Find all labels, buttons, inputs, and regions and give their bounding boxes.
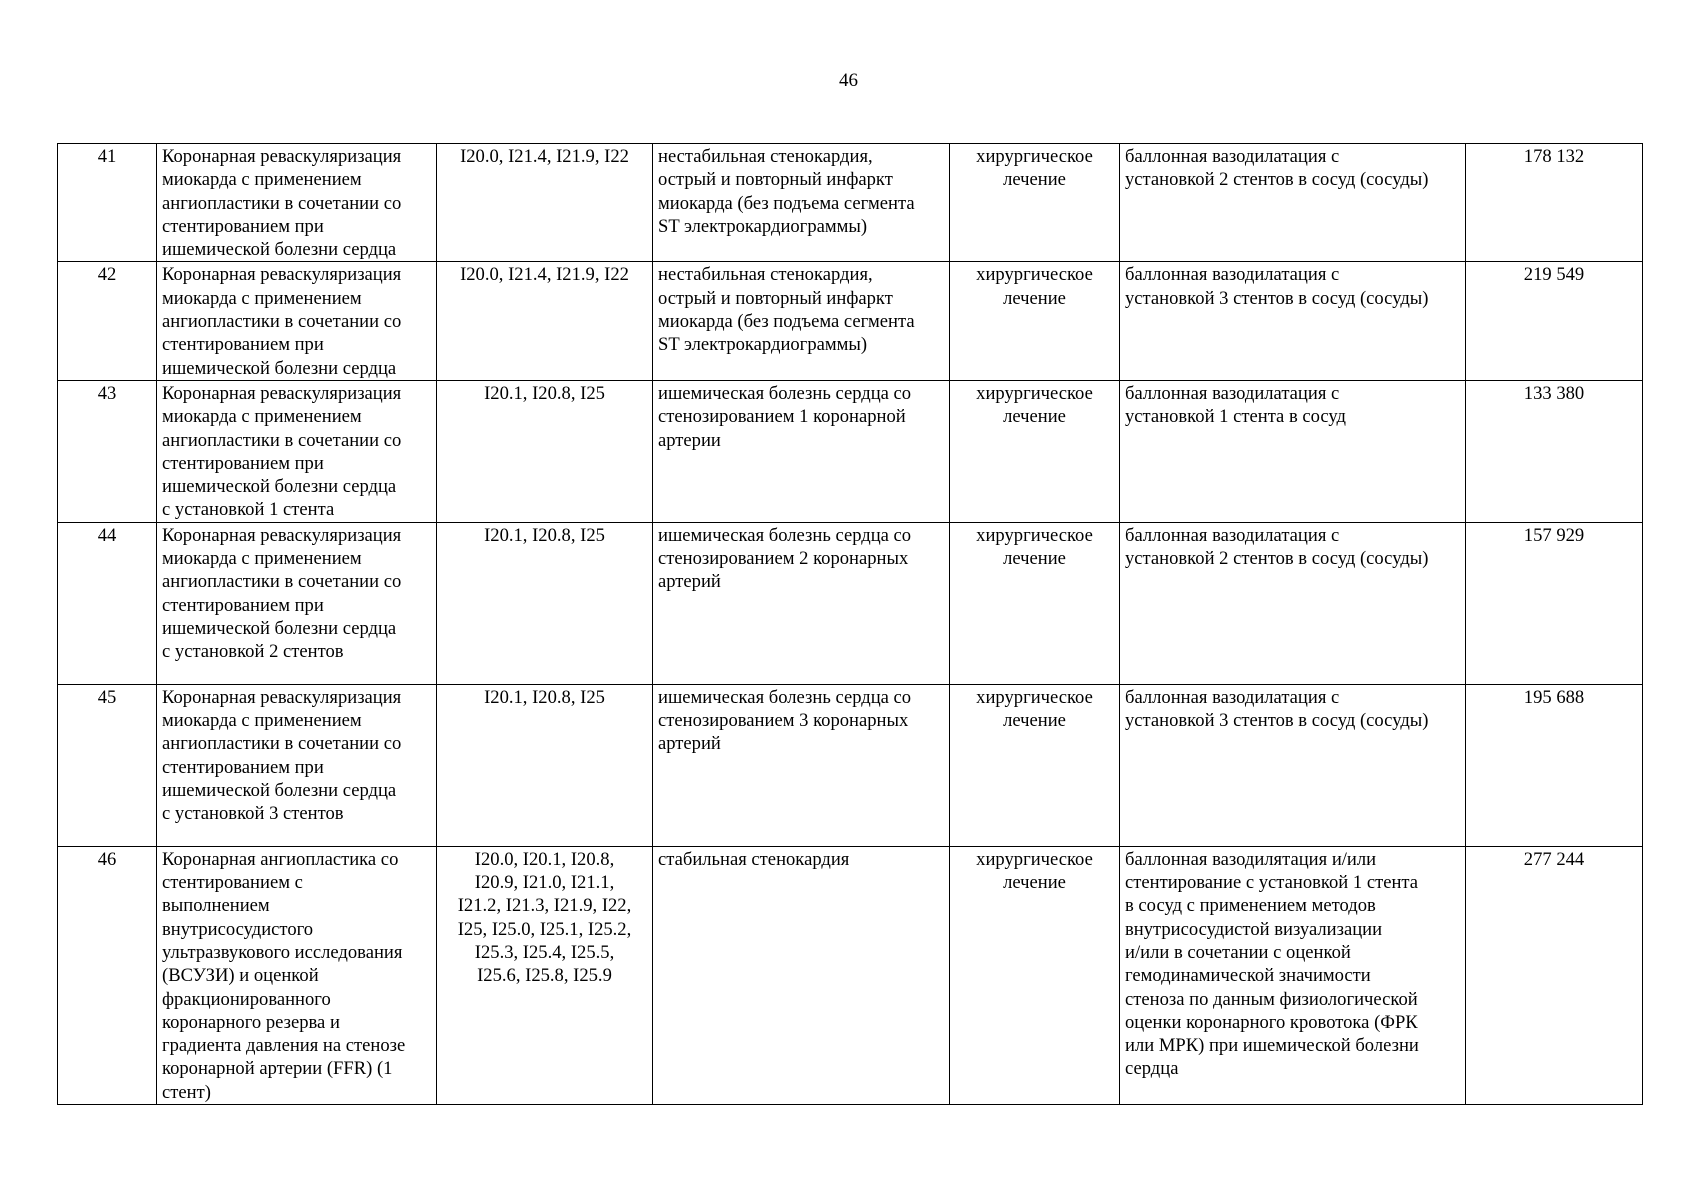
icd-codes-cell [437,144,653,262]
treatment-method-cell [1120,380,1466,522]
service-name-line: стент) [162,1081,211,1103]
patient-model-line: миокарда (без подъема сегмента [658,311,915,333]
service-name-line: ишемической болезни сердца [162,617,397,639]
treatment-type-cell [950,522,1120,684]
icd-codes-line: I20.1, I20.8, I25 [484,382,605,404]
service-name-cell [157,522,437,684]
service-name-line: Коронарная реваскуляризация [162,146,402,167]
patient-model-line: нестабильная стенокардия, [658,146,873,167]
service-name-line: миокарда с применением [162,710,362,732]
service-name-line: миокарда с применением [162,169,362,191]
icd-codes-cell [437,684,653,846]
treatment-type-line: хирургическое [976,146,1093,167]
treatment-method-line: баллонная вазодилатация с [1125,382,1340,404]
service-name-cell [157,262,437,380]
patient-model-line: стабильная стенокардия [658,848,850,870]
patient-model-line: стенозированием 2 коронарных [658,548,909,570]
treatment-type-line: хирургическое [976,524,1093,546]
treatment-method-line: и/или в сочетании с оценкой [1125,941,1351,963]
row-number-cell: 45 [58,684,157,846]
treatment-type-line: лечение [1003,710,1066,732]
icd-codes-line: I20.0, I21.4, I21.9, I22 [460,264,629,286]
icd-codes-line: I25.6, I25.8, I25.9 [477,965,612,987]
service-name-line: коронарного резерва и [162,1011,340,1033]
treatment-method-cell [1120,144,1466,262]
service-name-line: миокарда с применением [162,287,362,309]
icd-codes-line: I20.0, I21.4, I21.9, I22 [460,146,629,167]
services-table [57,143,1643,1105]
patient-model-line: миокарда (без подъема сегмента [658,192,915,214]
patient-model-line: стенозированием 3 коронарных [658,710,909,732]
service-name-line: с установкой 3 стентов [162,803,344,825]
page-number: 46 [839,70,858,91]
treatment-type-cell [950,262,1120,380]
icd-codes-cell [437,380,653,522]
price-cell: 133 380 [1466,380,1643,522]
icd-codes-cell [437,846,653,1104]
treatment-method-line: баллонная вазодилатация с [1125,146,1340,167]
service-name-line: ишемической болезни сердца [162,239,397,261]
treatment-type-line: лечение [1003,872,1066,894]
price-cell: 157 929 [1466,522,1643,684]
patient-model-cell [653,262,950,380]
treatment-method-line: стеноза по данным физиологической [1125,988,1418,1010]
treatment-method-line: установкой 2 стентов в сосуд (сосуды) [1125,548,1429,570]
price-cell: 219 549 [1466,262,1643,380]
treatment-method-line: баллонная вазодилатация с [1125,524,1340,546]
row-number-cell: 42 [58,262,157,380]
patient-model-cell [653,144,950,262]
icd-codes-cell [437,522,653,684]
table-row [58,522,1643,684]
service-name-line: с установкой 1 стента [162,499,335,521]
service-name-line: ангиопластики в сочетании со [162,311,402,333]
treatment-method-line: внутрисосудистой визуализации [1125,918,1383,940]
table-body [58,144,1643,1105]
patient-model-line: острый и повторный инфаркт [658,287,893,309]
service-name-line: стентированием при [162,452,324,474]
treatment-method-cell [1120,522,1466,684]
price-cell: 195 688 [1466,684,1643,846]
patient-model-cell [653,684,950,846]
service-name-line: миокарда с применением [162,548,362,570]
treatment-type-line: лечение [1003,169,1066,191]
patient-model-line: ST электрокардиограммы) [658,334,868,356]
service-name-line: Коронарная реваскуляризация [162,382,402,404]
service-name-line: (ВСУЗИ) и оценкой [162,965,319,987]
icd-codes-line: I25, I25.0, I25.1, I25.2, [457,918,632,940]
service-name-line: стентированием при [162,594,324,616]
table-row [58,380,1643,522]
treatment-type-line: хирургическое [976,264,1093,286]
service-name-cell [157,380,437,522]
treatment-method-line: баллонная вазодилатация с [1125,686,1340,708]
service-name-line: стентированием при [162,215,324,237]
row-number-cell: 43 [58,380,157,522]
patient-model-line: острый и повторный инфаркт [658,169,893,191]
icd-codes-line: I21.2, I21.3, I21.9, I22, [457,895,632,917]
treatment-type-cell [950,846,1120,1104]
service-name-line: градиента давления на стенозе [162,1035,406,1057]
service-name-line: стентированием с [162,872,303,894]
patient-model-line: ишемическая болезнь сердца со [658,686,912,708]
treatment-method-line: установкой 3 стентов в сосуд (сосуды) [1125,287,1429,309]
patient-model-line: артерий [658,571,721,593]
treatment-method-line: установкой 1 стента в сосуд [1125,406,1346,428]
treatment-type-cell [950,684,1120,846]
treatment-method-line: в сосуд с применением методов [1125,895,1376,917]
service-name-line: стентированием при [162,756,324,778]
treatment-method-cell [1120,846,1466,1104]
table-row [58,262,1643,380]
service-name-line: с установкой 2 стентов [162,641,344,663]
treatment-method-line: оценки коронарного кровотока (ФРК [1125,1011,1418,1033]
treatment-method-line: установкой 2 стентов в сосуд (сосуды) [1125,169,1429,191]
treatment-method-line: баллонная вазодилатация с [1125,264,1340,286]
price-cell: 277 244 [1466,846,1643,1104]
table-row [58,684,1643,846]
treatment-method-line: установкой 3 стентов в сосуд (сосуды) [1125,710,1429,732]
service-name-line: коронарной артерии (FFR) (1 [162,1058,393,1080]
service-name-line: ультразвукового исследования [162,941,403,963]
patient-model-cell [653,380,950,522]
icd-codes-line: I20.1, I20.8, I25 [484,524,605,546]
patient-model-cell [653,522,950,684]
service-name-line: стентированием при [162,334,324,356]
icd-codes-line: I20.1, I20.8, I25 [484,686,605,708]
table-row [58,846,1643,1104]
service-name-line: внутрисосудистого [162,918,314,940]
service-name-line: ишемической болезни сердца [162,476,397,498]
price-cell: 178 132 [1466,144,1643,262]
treatment-method-line: или МРК) при ишемической болезни [1125,1035,1419,1057]
service-name-line: Коронарная реваскуляризация [162,264,402,286]
patient-model-line: ST электрокардиограммы) [658,215,868,237]
treatment-method-line: сердца [1125,1058,1179,1080]
treatment-type-line: лечение [1003,406,1066,428]
patient-model-cell [653,846,950,1104]
treatment-type-line: хирургическое [976,686,1093,708]
patient-model-line: ишемическая болезнь сердца со [658,382,912,404]
treatment-type-line: лечение [1003,548,1066,570]
service-name-cell [157,144,437,262]
treatment-type-line: хирургическое [976,848,1093,870]
icd-codes-cell [437,262,653,380]
treatment-type-cell [950,380,1120,522]
patient-model-line: нестабильная стенокардия, [658,264,873,286]
treatment-method-line: стентирование с установкой 1 стента [1125,872,1419,894]
service-name-line: ишемической болезни сердца [162,779,397,801]
service-name-line: ишемической болезни сердца [162,357,397,379]
treatment-method-line: баллонная вазодилятация и/или [1125,848,1377,870]
service-name-line: выполнением [162,895,270,917]
service-name-cell [157,684,437,846]
patient-model-line: артерии [658,429,721,451]
service-name-line: ангиопластики в сочетании со [162,192,402,214]
treatment-method-cell [1120,684,1466,846]
service-name-line: ангиопластики в сочетании со [162,733,402,755]
row-number-cell: 46 [58,846,157,1104]
icd-codes-line: I20.0, I20.1, I20.8, [474,848,615,870]
service-name-cell [157,846,437,1104]
service-name-line: Коронарная реваскуляризация [162,524,402,546]
treatment-type-line: хирургическое [976,382,1093,404]
patient-model-line: стенозированием 1 коронарной [658,406,906,428]
service-name-line: Коронарная ангиопластика со [162,848,399,870]
treatment-type-cell [950,144,1120,262]
service-name-line: миокарда с применением [162,406,362,428]
service-name-line: фракционированного [162,988,331,1010]
service-name-line: Коронарная реваскуляризация [162,686,402,708]
row-number-cell: 41 [58,144,157,262]
icd-codes-line: I25.3, I25.4, I25.5, [474,941,615,963]
treatment-type-line: лечение [1003,287,1066,309]
row-number-cell: 44 [58,522,157,684]
patient-model-line: артерий [658,733,721,755]
icd-codes-line: I20.9, I21.0, I21.1, [474,872,615,894]
service-name-line: ангиопластики в сочетании со [162,571,402,593]
service-name-line: ангиопластики в сочетании со [162,429,402,451]
treatment-method-cell [1120,262,1466,380]
patient-model-line: ишемическая болезнь сердца со [658,524,912,546]
table-row [58,144,1643,262]
treatment-method-line: гемодинамической значимости [1125,965,1371,987]
